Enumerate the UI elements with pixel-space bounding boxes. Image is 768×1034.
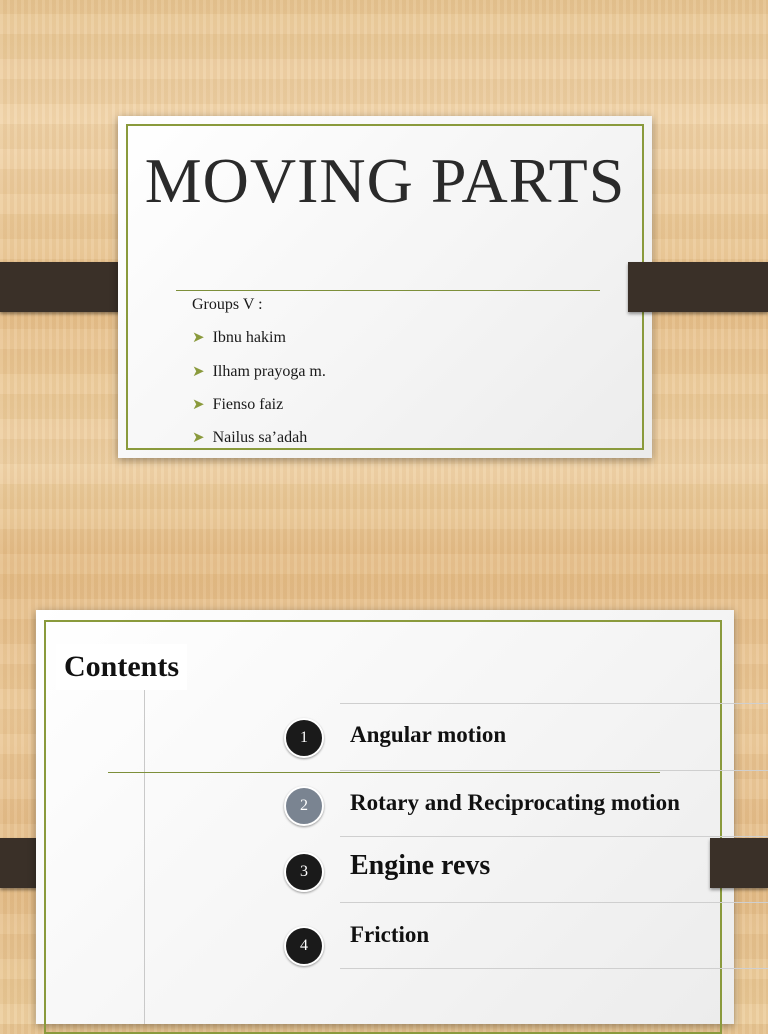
contents-item: Rotary and Reciprocating motion xyxy=(350,790,680,815)
member-item xyxy=(192,428,307,447)
slide1-right-strap xyxy=(628,262,768,312)
member-item xyxy=(192,362,326,381)
member-name: Fienso faiz xyxy=(212,396,284,413)
arrow-bullet-icon: ➤ xyxy=(192,362,205,380)
arrow-bullet-icon: ➤ xyxy=(192,428,205,446)
item-number-badge: 3 xyxy=(284,852,324,892)
item-number-badge: 4 xyxy=(284,926,324,966)
item-separator xyxy=(340,902,768,903)
item-number-badge: 1 xyxy=(284,718,324,758)
member-item xyxy=(192,328,286,347)
contents-item: Angular motion xyxy=(350,722,507,747)
slide-title-text: MOVING PARTS xyxy=(144,145,626,216)
slide-title xyxy=(118,116,652,458)
green-divider xyxy=(108,772,660,773)
item-separator xyxy=(340,836,768,837)
item-separator xyxy=(340,703,768,704)
member-name: Nailus sa’adah xyxy=(212,429,308,446)
contents-heading: Contents xyxy=(56,644,187,690)
slide2-right-strap xyxy=(710,838,768,888)
contents-item: Engine revs xyxy=(350,850,491,881)
title-divider xyxy=(176,290,600,291)
member-name: Ilham prayoga m. xyxy=(212,363,326,380)
arrow-bullet-icon: ➤ xyxy=(192,328,205,346)
item-number-badge: 2 xyxy=(284,786,324,826)
member-name: Ibnu hakim xyxy=(212,329,286,346)
contents-item: Friction xyxy=(350,922,430,947)
group-label: Groups V : xyxy=(192,296,263,313)
member-item xyxy=(192,395,283,414)
item-separator xyxy=(340,770,768,771)
item-separator xyxy=(340,968,768,969)
vertical-divider xyxy=(144,690,145,1024)
slide-contents xyxy=(36,610,734,1024)
arrow-bullet-icon: ➤ xyxy=(192,395,205,413)
